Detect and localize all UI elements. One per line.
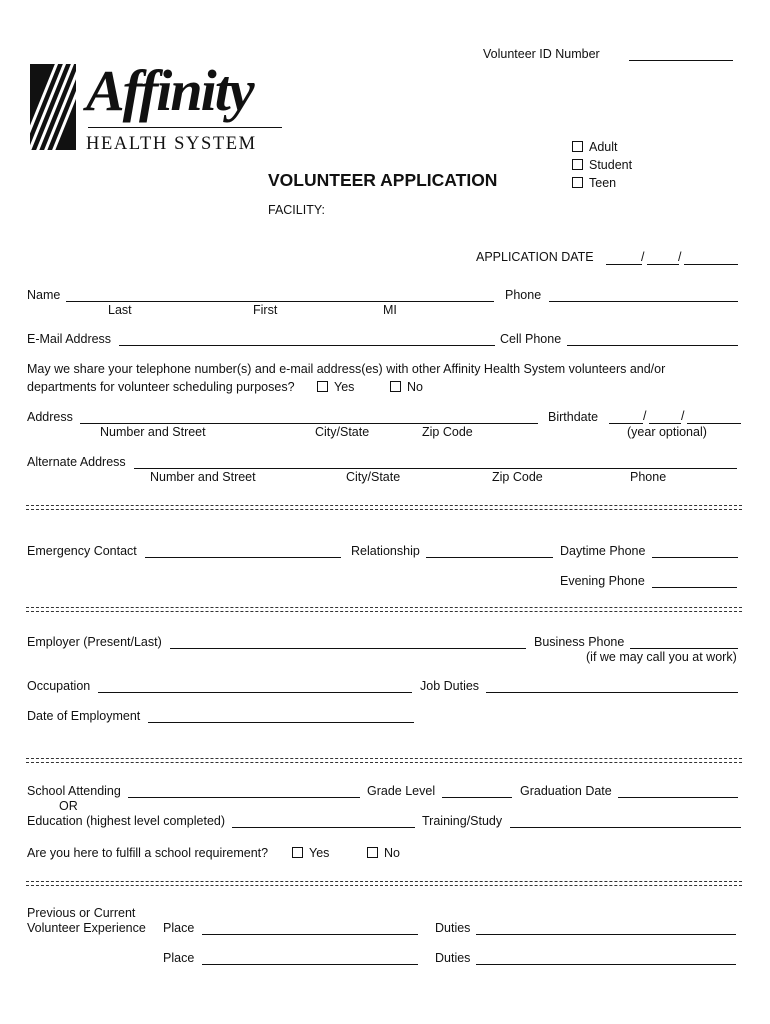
alt-address-label: Alternate Address bbox=[27, 455, 126, 469]
phone-field[interactable] bbox=[549, 301, 738, 302]
school-attending-field[interactable] bbox=[128, 797, 360, 798]
evening-phone-label: Evening Phone bbox=[560, 574, 645, 588]
emergency-contact-field[interactable] bbox=[145, 557, 341, 558]
birthdate-year[interactable] bbox=[687, 423, 741, 424]
phone-label: Phone bbox=[505, 288, 542, 302]
email-label: E-Mail Address bbox=[27, 332, 112, 346]
share-question-line1: May we share your telephone number(s) and e-mail address(es) with other Affinity Health System volunteers and/or bbox=[27, 362, 666, 376]
employer-field[interactable] bbox=[170, 648, 526, 649]
business-phone-field[interactable] bbox=[630, 648, 738, 649]
education-field[interactable] bbox=[232, 827, 415, 828]
email-field[interactable] bbox=[119, 345, 495, 346]
application-date-label: APPLICATION DATE bbox=[476, 250, 594, 264]
checkbox-icon[interactable] bbox=[572, 159, 583, 170]
place-label: Place bbox=[163, 921, 195, 935]
place-field[interactable] bbox=[202, 964, 418, 965]
app-date-day[interactable] bbox=[647, 264, 679, 265]
section-divider bbox=[26, 606, 742, 614]
section-divider bbox=[26, 757, 742, 765]
school-requirement-question: Are you here to fulfill a school requirement? bbox=[27, 846, 269, 860]
share-yes-option[interactable]: Yes bbox=[317, 380, 354, 394]
page-title: VOLUNTEER APPLICATION bbox=[268, 170, 498, 190]
checkbox-icon[interactable] bbox=[390, 381, 401, 392]
app-date-year[interactable] bbox=[684, 264, 738, 265]
app-date-month[interactable] bbox=[606, 264, 642, 265]
daytime-phone-label: Daytime Phone bbox=[560, 544, 646, 558]
education-label: Education (highest level completed) bbox=[27, 814, 226, 828]
business-phone-label: Business Phone bbox=[534, 635, 625, 649]
employment-date-field[interactable] bbox=[148, 722, 414, 723]
share-question-line2: departments for volunteer scheduling purposes? bbox=[27, 380, 295, 394]
occupation-label: Occupation bbox=[27, 679, 91, 693]
duties-field[interactable] bbox=[476, 934, 736, 935]
training-study-field[interactable] bbox=[510, 827, 741, 828]
business-phone-note: (if we may call you at work) bbox=[586, 650, 737, 664]
relationship-field[interactable] bbox=[426, 557, 553, 558]
or-label: OR bbox=[59, 799, 78, 813]
occupation-field[interactable] bbox=[98, 692, 412, 693]
graduation-date-field[interactable] bbox=[618, 797, 738, 798]
section-divider bbox=[26, 880, 742, 888]
address-field[interactable] bbox=[80, 423, 538, 424]
checkbox-icon[interactable] bbox=[317, 381, 328, 392]
name-label: Name bbox=[27, 288, 61, 302]
checkbox-icon[interactable] bbox=[367, 847, 378, 858]
category-student[interactable]: Student bbox=[572, 158, 632, 172]
category-adult[interactable]: Adult bbox=[572, 140, 618, 154]
grade-level-field[interactable] bbox=[442, 797, 512, 798]
category-teen[interactable]: Teen bbox=[572, 176, 616, 190]
checkbox-icon[interactable] bbox=[572, 141, 583, 152]
experience-label-line1: Previous or Current bbox=[27, 906, 136, 920]
school-attending-label: School Attending bbox=[27, 784, 121, 798]
experience-label-line2: Volunteer Experience bbox=[27, 921, 146, 935]
relationship-label: Relationship bbox=[351, 544, 420, 558]
graduation-date-label: Graduation Date bbox=[520, 784, 612, 798]
alt-address-field[interactable] bbox=[134, 468, 737, 469]
cell-phone-field[interactable] bbox=[567, 345, 738, 346]
training-study-label: Training/Study bbox=[422, 814, 503, 828]
name-field[interactable] bbox=[66, 301, 494, 302]
place-field[interactable] bbox=[202, 934, 418, 935]
daytime-phone-field[interactable] bbox=[652, 557, 738, 558]
birthdate-month[interactable] bbox=[609, 423, 643, 424]
logo-subtitle: HEALTH SYSTEM bbox=[86, 134, 257, 154]
employment-date-label: Date of Employment bbox=[27, 709, 141, 723]
duties-label: Duties bbox=[435, 951, 471, 965]
birthdate-day[interactable] bbox=[649, 423, 681, 424]
logo-mark-icon bbox=[30, 64, 76, 150]
section-divider bbox=[26, 504, 742, 512]
employer-label: Employer (Present/Last) bbox=[27, 635, 162, 649]
volunteer-id-field[interactable] bbox=[629, 60, 733, 61]
volunteer-id-label: Volunteer ID Number bbox=[483, 47, 600, 61]
cell-phone-label: Cell Phone bbox=[500, 332, 562, 346]
job-duties-label: Job Duties bbox=[420, 679, 480, 693]
requirement-no-option[interactable]: No bbox=[367, 846, 400, 860]
share-no-option[interactable]: No bbox=[390, 380, 423, 394]
birthdate-label: Birthdate bbox=[548, 410, 599, 424]
place-label: Place bbox=[163, 951, 195, 965]
evening-phone-field[interactable] bbox=[652, 587, 737, 588]
year-optional-note: (year optional) bbox=[627, 425, 707, 439]
address-label: Address bbox=[27, 410, 73, 424]
job-duties-field[interactable] bbox=[486, 692, 738, 693]
grade-level-label: Grade Level bbox=[367, 784, 436, 798]
facility-label: FACILITY: bbox=[268, 203, 325, 217]
checkbox-icon[interactable] bbox=[572, 177, 583, 188]
requirement-yes-option[interactable]: Yes bbox=[292, 846, 329, 860]
duties-field[interactable] bbox=[476, 964, 736, 965]
duties-label: Duties bbox=[435, 921, 471, 935]
logo-word: Affinity bbox=[86, 58, 253, 123]
checkbox-icon[interactable] bbox=[292, 847, 303, 858]
emergency-contact-label: Emergency Contact bbox=[27, 544, 137, 558]
